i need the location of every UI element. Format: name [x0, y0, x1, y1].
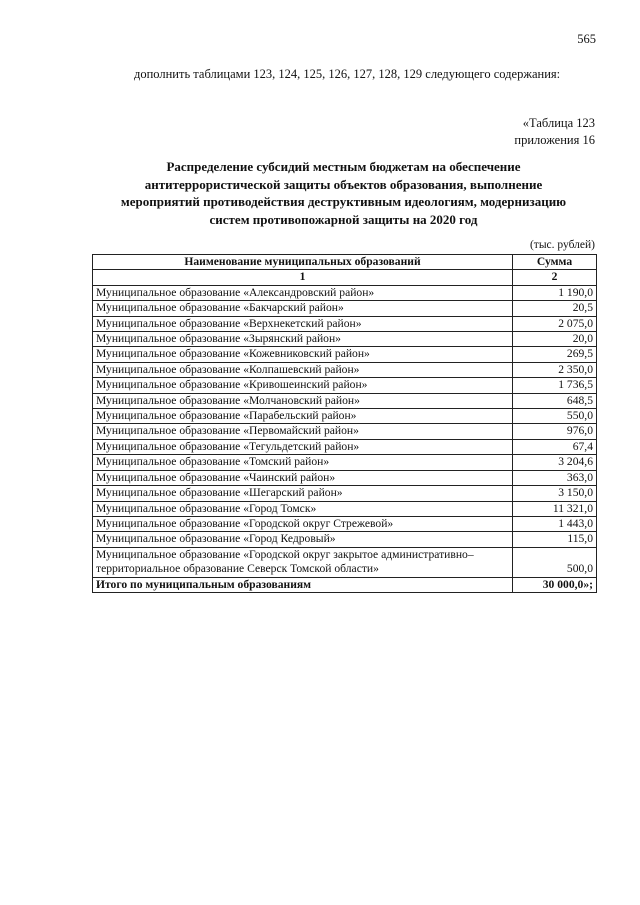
column-index-row	[93, 270, 597, 285]
table-header-row	[93, 255, 597, 270]
municipality-name: Муниципальное образование «Тегульдетский район»	[93, 439, 513, 454]
table-row	[93, 501, 597, 516]
subsidy-amount: 550,0	[513, 409, 597, 424]
municipality-name: Муниципальное образование «Шегарский район»	[93, 486, 513, 501]
municipality-name: Муниципальное образование «Парабельский район»	[93, 409, 513, 424]
subsidy-amount: 3 150,0	[513, 486, 597, 501]
table-row	[93, 439, 597, 454]
title-line: мероприятий противодействия деструктивным идеологиям, модернизацию	[120, 194, 567, 209]
subsidy-amount: 11 321,0	[513, 501, 597, 516]
municipality-name: Муниципальное образование «Городской округ закрытое административно–территориальное образование Северск Томской области»	[93, 547, 513, 577]
subsidy-amount: 648,5	[513, 393, 597, 408]
table-caption	[514, 115, 595, 149]
title-line: систем противопожарной защиты на 2020 год	[209, 211, 478, 227]
subsidy-amount: 20,0	[513, 332, 597, 347]
page-number: 565	[577, 32, 596, 46]
subsidy-table	[92, 254, 597, 593]
column-index-sum: 2	[513, 270, 597, 285]
table-row	[93, 347, 597, 362]
document-title	[92, 158, 595, 228]
subsidy-amount: 20,5	[513, 301, 597, 316]
column-index-name: 1	[93, 270, 513, 285]
municipality-name: Муниципальное образование «Томский район»	[93, 455, 513, 470]
table-row	[93, 316, 597, 331]
subsidy-amount: 1 736,5	[513, 378, 597, 393]
municipality-name: Муниципальное образование «Александровский район»	[93, 285, 513, 300]
municipality-name: Муниципальное образование «Город Томск»	[93, 501, 513, 516]
municipality-name: Муниципальное образование «Верхнекетский район»	[93, 316, 513, 331]
table-row	[93, 516, 597, 531]
subsidy-amount: 976,0	[513, 424, 597, 439]
header-sum: Сумма	[513, 255, 597, 270]
total-amount: 30 000,0»;	[513, 577, 597, 592]
municipality-name: Муниципальное образование «Город Кедровый»	[93, 532, 513, 547]
header-name: Наименование муниципальных образований	[93, 255, 513, 270]
subsidy-amount: 115,0	[513, 532, 597, 547]
table-row	[93, 470, 597, 485]
table-row	[93, 393, 597, 408]
subsidy-amount: 3 204,6	[513, 455, 597, 470]
units-label: (тыс. рублей)	[529, 239, 595, 251]
subsidy-amount: 67,4	[513, 439, 597, 454]
table-row	[93, 424, 597, 439]
subsidy-amount: 2 075,0	[513, 316, 597, 331]
municipality-name: Муниципальное образование «Зырянский район»	[93, 332, 513, 347]
subsidy-amount: 1 190,0	[513, 285, 597, 300]
subsidy-amount: 363,0	[513, 470, 597, 485]
caption-table-number: «Таблица 123	[522, 116, 595, 130]
municipality-name: Муниципальное образование «Кривошеинский район»	[93, 378, 513, 393]
caption-appendix: приложения 16	[514, 133, 595, 147]
table-row	[93, 532, 597, 547]
municipality-name: Муниципальное образование «Первомайский район»	[93, 424, 513, 439]
table-row	[93, 547, 597, 577]
table-row	[93, 332, 597, 347]
table-row	[93, 409, 597, 424]
table-row	[93, 285, 597, 300]
title-line: антитеррористической защиты объектов образования, выполнение	[144, 176, 543, 192]
table-row	[93, 378, 597, 393]
title-line: Распределение субсидий местным бюджетам на обеспечение	[166, 159, 521, 174]
subsidy-amount: 500,0	[513, 547, 597, 577]
municipality-name: Муниципальное образование «Колпашевский район»	[93, 362, 513, 377]
total-row	[93, 577, 597, 592]
municipality-name: Муниципальное образование «Городской округ Стрежевой»	[93, 516, 513, 531]
municipality-name: Муниципальное образование «Молчановский район»	[93, 393, 513, 408]
municipality-name: Муниципальное образование «Кожевниковский район»	[93, 347, 513, 362]
intro-paragraph: дополнить таблицами 123, 124, 125, 126, 127, 128, 129 следующего содержания:	[134, 67, 561, 81]
table-row	[93, 301, 597, 316]
subsidy-amount: 1 443,0	[513, 516, 597, 531]
table-row	[93, 362, 597, 377]
table-row	[93, 486, 597, 501]
subsidy-amount: 2 350,0	[513, 362, 597, 377]
table-row	[93, 455, 597, 470]
total-label: Итого по муниципальным образованиям	[93, 577, 513, 592]
subsidy-amount: 269,5	[513, 347, 597, 362]
municipality-name: Муниципальное образование «Бакчарский район»	[93, 301, 513, 316]
municipality-name: Муниципальное образование «Чаинский район»	[93, 470, 513, 485]
